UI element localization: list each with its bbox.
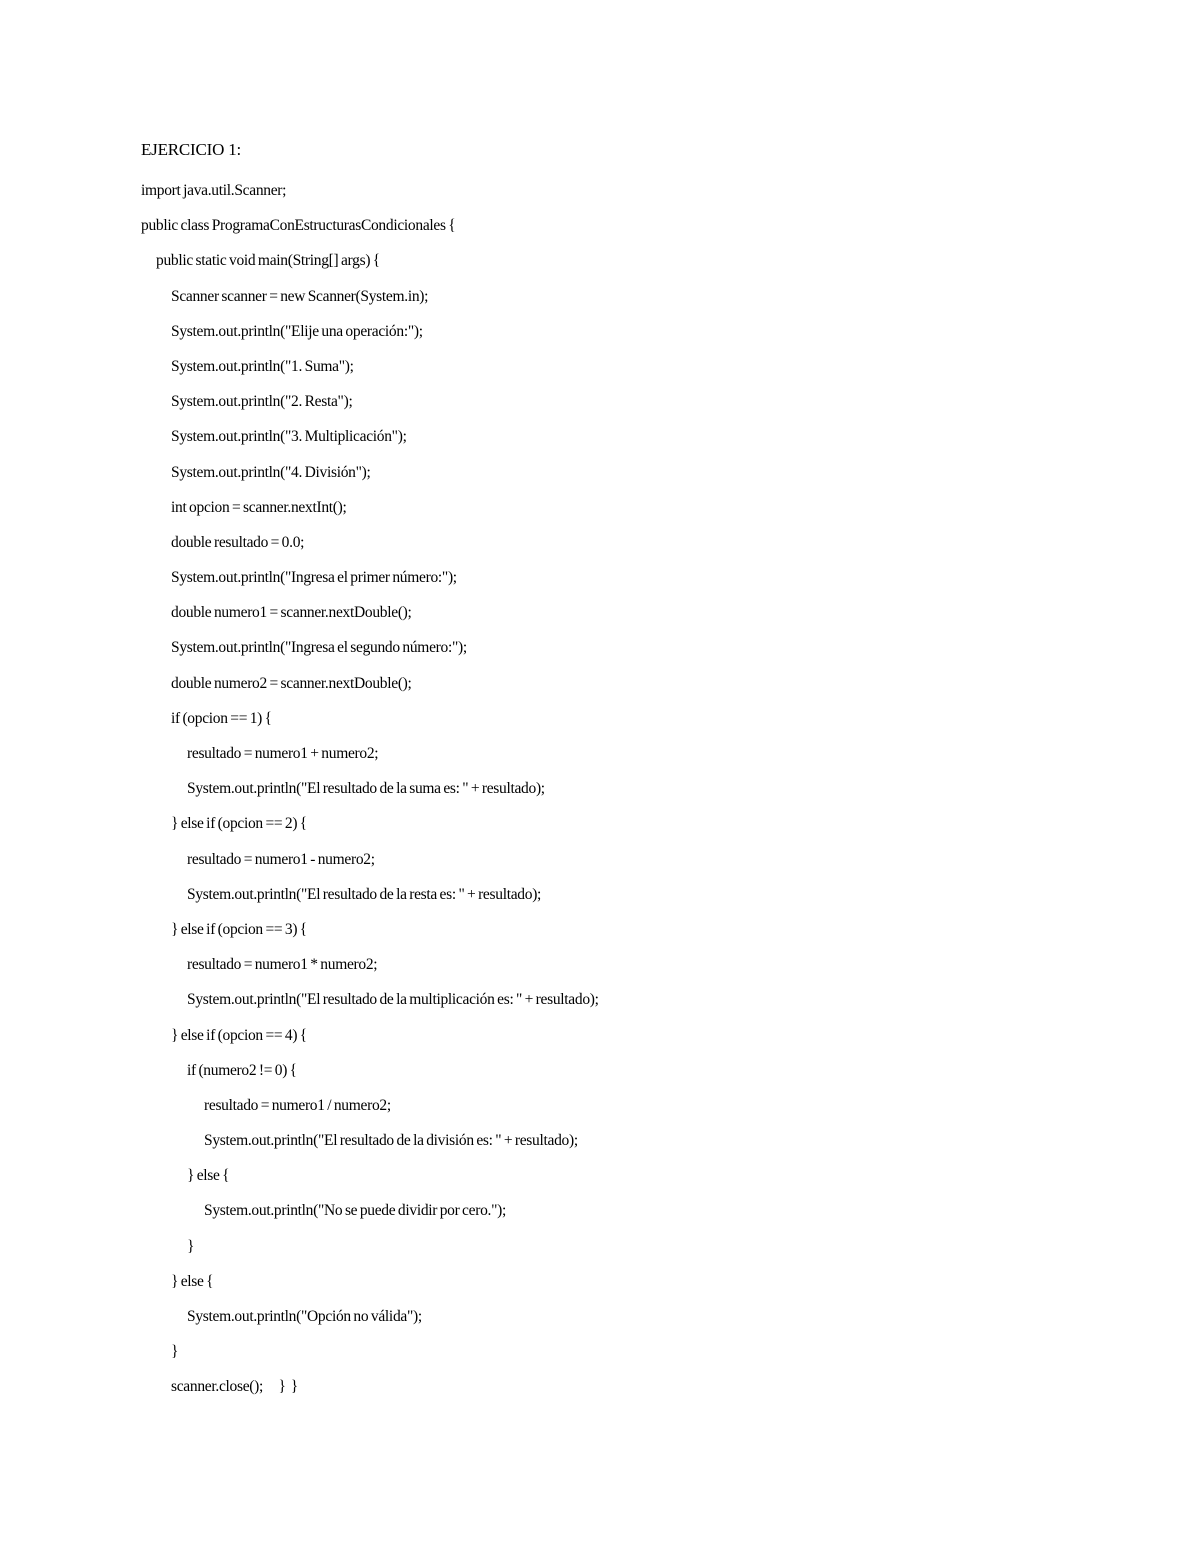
code-line: System.out.println("El resultado de la multiplicación es: " + resultado); (187, 991, 599, 1009)
code-line: System.out.println("Ingresa el segundo número:"); (171, 639, 467, 657)
code-line: resultado = numero1 + numero2; (187, 745, 379, 762)
code-line: resultado = numero1 * numero2; (187, 956, 378, 974)
code-line: } else if (opcion == 2) { (171, 815, 307, 833)
code-line: double resultado = 0.0; (171, 533, 305, 551)
code-line: System.out.println("2. Resta"); (171, 393, 353, 411)
code-line: System.out.println("4. División"); (171, 463, 371, 481)
exercise-heading: EJERCICIO 1: (141, 140, 242, 159)
code-line: int opcion = scanner.nextInt(); (171, 498, 347, 516)
code-line: System.out.println("3. Multiplicación"); (171, 428, 407, 446)
code-line: } else if (opcion == 3) { (171, 920, 307, 938)
code-line: System.out.println("Ingresa el primer número:"); (171, 569, 457, 587)
code-line: Scanner scanner = new Scanner(System.in); (171, 287, 429, 305)
code-line: System.out.println("El resultado de la suma es: " + resultado); (187, 780, 545, 798)
code-line: } (171, 1343, 179, 1361)
code-line: if (numero2 != 0) { (187, 1061, 297, 1079)
code-line: } else { (187, 1167, 230, 1185)
code-line: double numero2 = scanner.nextDouble(); (171, 674, 412, 692)
code-line: System.out.println("El resultado de la división es: " + resultado); (204, 1132, 578, 1150)
code-line: scanner.close(); } } (171, 1378, 298, 1396)
code-line: import java.util.Scanner; (141, 182, 287, 199)
code-line: public class ProgramaConEstructurasCondicionales { (141, 217, 456, 235)
code-line: System.out.println("El resultado de la resta es: " + resultado); (187, 885, 542, 903)
code-line: public static void main(String[] args) { (156, 252, 380, 270)
code-line: resultado = numero1 / numero2; (204, 1096, 391, 1114)
code-line: double numero1 = scanner.nextDouble(); (171, 604, 412, 622)
code-line: resultado = numero1 - numero2; (187, 850, 375, 868)
code-line: System.out.println("Elije una operación:"); (171, 322, 423, 340)
code-line: } else { (171, 1272, 214, 1290)
code-line: } else if (opcion == 4) { (171, 1026, 307, 1044)
code-listing (141, 179, 1141, 1411)
code-line: } (187, 1237, 195, 1255)
code-line: System.out.println("Opción no válida"); (187, 1308, 422, 1325)
code-line: System.out.println("No se puede dividir por cero."); (204, 1202, 506, 1220)
code-line: System.out.println("1. Suma"); (171, 357, 354, 375)
code-line: if (opcion == 1) { (171, 709, 272, 727)
